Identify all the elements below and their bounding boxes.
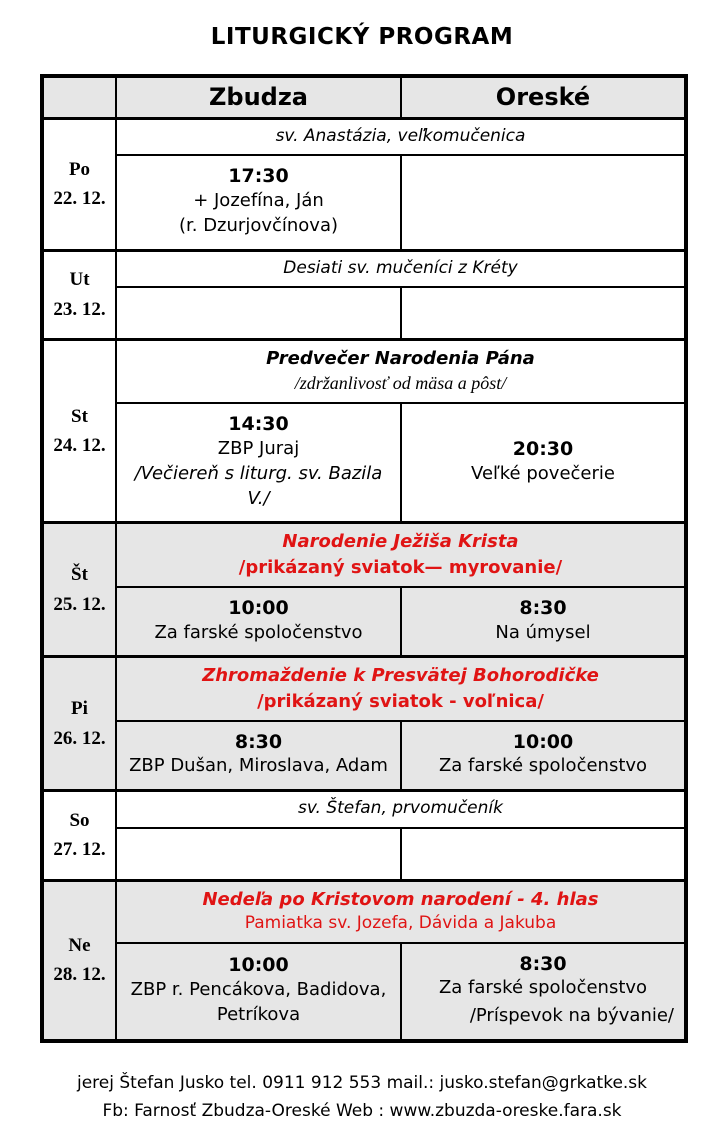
day-date: 26. 12. bbox=[53, 727, 106, 749]
column-header-oreske: Oreské bbox=[401, 76, 686, 118]
footer-contact-line: jerej Štefan Jusko tel. 0911 912 553 mail.: jusko.stefan@grkatke.sk bbox=[76, 1072, 648, 1093]
feast-row bbox=[42, 880, 686, 942]
schedule-line: ZBP Juraj bbox=[217, 438, 300, 459]
schedule-line: /Príspevok na bývanie/ bbox=[469, 1005, 674, 1027]
day-group-6 bbox=[42, 880, 686, 1041]
schedule-line: Za farské spoločenstvo bbox=[438, 977, 648, 999]
schedule-line: Na úmysel bbox=[495, 621, 591, 643]
schedule-row bbox=[42, 403, 686, 523]
day-abbr: Št bbox=[71, 564, 88, 586]
schedule-line: Petríkova bbox=[216, 1003, 301, 1025]
day-group-5 bbox=[42, 791, 686, 880]
feast-line: Narodenie Ježiša Krista bbox=[282, 531, 519, 553]
feast-line: /prikázaný sviatok - voľnica/ bbox=[257, 690, 544, 712]
day-group-3 bbox=[42, 523, 686, 657]
feast-cell bbox=[116, 250, 686, 287]
day-date: 23. 12. bbox=[53, 298, 106, 320]
feast-row bbox=[42, 657, 686, 721]
day-abbr: Pi bbox=[71, 698, 88, 720]
feast-line: Nedeľa po Kristovom narodení - 4. hlas bbox=[202, 888, 599, 910]
day-date: 28. 12. bbox=[53, 964, 106, 986]
schedule-cell-oreske bbox=[401, 721, 686, 791]
schedule-cell-oreske bbox=[401, 403, 686, 523]
day-date: 27. 12. bbox=[53, 839, 106, 861]
time-label: 10:00 bbox=[228, 954, 289, 977]
feast-row bbox=[42, 791, 686, 828]
schedule-row bbox=[42, 155, 686, 250]
feast-line: Zhromaždenie k Presvätej Bohorodičke bbox=[202, 665, 599, 687]
day-abbr: Ut bbox=[69, 269, 90, 291]
footer bbox=[40, 1069, 684, 1125]
day-cell bbox=[42, 657, 116, 791]
schedule-line: Za farské spoločenstvo bbox=[438, 755, 648, 777]
feast-row bbox=[42, 250, 686, 287]
schedule-row bbox=[42, 587, 686, 657]
feast-cell bbox=[116, 880, 686, 942]
feast-cell bbox=[116, 791, 686, 828]
time-label: 8:30 bbox=[519, 596, 567, 619]
day-cell bbox=[42, 250, 116, 339]
schedule-cell-zbudza bbox=[116, 943, 401, 1041]
feast-line: Pamiatka sv. Jozefa, Dávida a Jakuba bbox=[244, 912, 557, 933]
feast-line: sv. Štefan, prvomučeník bbox=[298, 798, 503, 819]
page-title: LITURGICKÝ PROGRAM bbox=[210, 24, 514, 50]
day-cell bbox=[42, 339, 116, 523]
schedule-line: /Večiereň s liturg. sv. Bazila V./ bbox=[134, 462, 383, 509]
schedule-row bbox=[42, 943, 686, 1041]
day-abbr: St bbox=[71, 405, 88, 427]
day-column-header bbox=[42, 76, 116, 118]
program-table bbox=[40, 74, 688, 1043]
feast-line: Predvečer Narodenia Pána bbox=[266, 347, 535, 369]
schedule-line: + Jozefína, Ján bbox=[193, 189, 324, 211]
time-label: 17:30 bbox=[228, 165, 289, 188]
schedule-line: (r. Dzurjovčínova) bbox=[178, 214, 339, 236]
feast-cell bbox=[116, 339, 686, 403]
feast-cell bbox=[116, 523, 686, 587]
time-label: 8:30 bbox=[519, 952, 567, 975]
day-date: 25. 12. bbox=[53, 593, 106, 615]
schedule-cell-zbudza bbox=[116, 721, 401, 791]
time-label: 10:00 bbox=[228, 596, 289, 619]
day-group-0 bbox=[42, 118, 686, 250]
schedule-cell-oreske bbox=[401, 587, 686, 657]
feast-row bbox=[42, 523, 686, 587]
feast-row bbox=[42, 118, 686, 155]
column-header-zbudza: Zbudza bbox=[116, 76, 401, 118]
schedule-line: ZBP r. Pencákova, Badidova, bbox=[130, 978, 387, 1000]
schedule-line: Za farské spoločenstvo bbox=[154, 621, 363, 643]
schedule-cell-zbudza bbox=[116, 587, 401, 657]
schedule-cell-oreske bbox=[401, 943, 686, 1041]
schedule-cell-zbudza bbox=[116, 828, 401, 880]
day-abbr: Ne bbox=[68, 934, 91, 956]
day-group-4 bbox=[42, 657, 686, 791]
schedule-cell-zbudza bbox=[116, 403, 401, 523]
feast-line: Desiati sv. mučeníci z Kréty bbox=[283, 257, 518, 278]
feast-line: /zdržanlivosť od mäsa a pôst/ bbox=[294, 373, 507, 394]
day-date: 22. 12. bbox=[53, 188, 106, 210]
schedule-row bbox=[42, 721, 686, 791]
table-header bbox=[42, 76, 686, 118]
schedule-cell-oreske bbox=[401, 828, 686, 880]
time-label: 8:30 bbox=[234, 730, 283, 753]
schedule-cell-oreske bbox=[401, 287, 686, 339]
schedule-row bbox=[42, 828, 686, 880]
schedule-row bbox=[42, 287, 686, 339]
feast-line: sv. Anastázia, veľkomučenica bbox=[275, 125, 526, 146]
time-label: 20:30 bbox=[512, 438, 574, 461]
footer-web-line: Fb: Farnosť Zbudza-Oreské Web : www.zbuzda-oreske.fara.sk bbox=[102, 1100, 622, 1121]
day-abbr: Po bbox=[68, 158, 91, 180]
feast-cell bbox=[116, 657, 686, 721]
schedule-line: ZBP Dušan, Miroslava, Adam bbox=[129, 755, 388, 777]
day-abbr: So bbox=[69, 809, 90, 831]
day-cell bbox=[42, 791, 116, 880]
day-cell bbox=[42, 523, 116, 657]
schedule-cell-oreske bbox=[401, 155, 686, 250]
feast-row bbox=[42, 339, 686, 403]
time-label: 10:00 bbox=[512, 730, 574, 753]
header-row bbox=[42, 76, 686, 118]
schedule-line: Veľké povečerie bbox=[471, 462, 615, 484]
time-label: 14:30 bbox=[228, 413, 289, 436]
day-cell bbox=[42, 118, 116, 250]
schedule-cell-zbudza bbox=[116, 287, 401, 339]
day-group-1 bbox=[42, 250, 686, 339]
feast-cell bbox=[116, 118, 686, 155]
day-cell bbox=[42, 880, 116, 1041]
day-group-2 bbox=[42, 339, 686, 523]
feast-line: /prikázaný sviatok— myrovanie/ bbox=[238, 556, 563, 578]
schedule-cell-zbudza bbox=[116, 155, 401, 250]
day-date: 24. 12. bbox=[53, 435, 106, 457]
